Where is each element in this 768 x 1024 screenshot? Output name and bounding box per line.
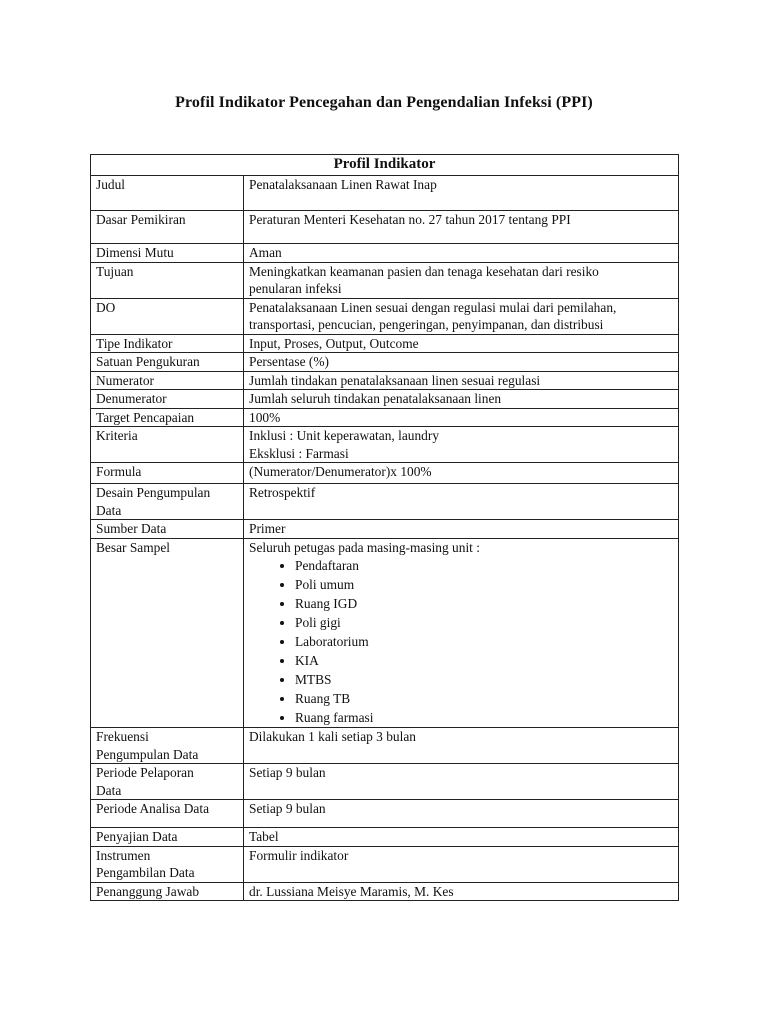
row-formula [91,463,679,484]
value-line: Persentase (%) [249,354,329,369]
field-label [91,390,244,409]
value-line: Dilakukan 1 kali setiap 3 bulan [249,729,416,744]
label-line: Formula [96,464,142,479]
row-instrumen-pengambilan-data [91,846,679,882]
row-numerator [91,371,679,390]
field-value [244,298,679,334]
value-line: dr. Lussiana Meisye Maramis, M. Kes [249,883,454,899]
field-value [244,262,679,298]
field-value [244,846,679,882]
value-line: Inklusi : Unit keperawatan, laundry [249,428,440,443]
label-line: Pengumpulan Data [96,746,199,762]
row-dimensi-mutu [91,244,679,263]
list-item: • Ruang TB [295,689,673,708]
list-item: • MTBS [295,670,673,689]
field-label [91,298,244,334]
field-label [91,484,244,520]
field-value [244,390,679,409]
value-line: Penatalaksanaan Linen sesuai dengan regulasi mulai dari pemilahan, [249,299,617,315]
value-line: Formulir indikator [249,847,349,863]
field-value [244,484,679,520]
row-penanggung-jawab [91,882,679,901]
field-label [91,882,244,901]
table-heading: Profil Indikator [91,155,679,176]
field-label [91,371,244,390]
field-label [91,520,244,539]
field-value [244,408,679,427]
list-item: • Ruang farmasi [295,708,673,727]
value-line: (Numerator/Denumerator)x 100% [249,464,432,479]
value-line: Peraturan Menteri Kesehatan no. 27 tahun 2017 tentang PPI [249,212,571,227]
value-line: Setiap 9 bulan [249,765,326,780]
value-line: Aman [249,245,282,260]
value-line: Seluruh petugas pada masing-masing unit : [249,539,480,555]
value-line: Tabel [249,829,279,844]
field-label [91,211,244,244]
label-line: Data [96,502,122,518]
row-judul [91,176,679,211]
unit-list [249,556,673,727]
label-line: Denumerator [96,391,167,406]
row-desain-pengumpulan-data [91,484,679,520]
list-item: • KIA [295,651,673,670]
page-title: Profil Indikator Pencegahan dan Pengendalian Infeksi (PPI) [175,94,593,111]
value-line: Jumlah seluruh tindakan penatalaksanaan linen [249,391,502,406]
label-line: Desain Pengumpulan [96,485,211,500]
value-line: Retrospektif [249,485,316,500]
field-label [91,463,244,484]
value-line: Eksklusi : Farmasi [249,445,349,461]
list-item: • Laboratorium [295,632,673,651]
row-target-pencapaian [91,408,679,427]
field-value [244,520,679,539]
label-line: Tipe Indikator [96,335,173,351]
field-label [91,764,244,800]
label-line: Numerator [96,372,155,388]
value-line: Primer [249,521,286,536]
value-line: Meningkatkan keamanan pasien dan tenaga kesehatan dari resiko [249,263,599,279]
field-label [91,176,244,211]
row-tujuan [91,262,679,298]
value-line: 100% [249,409,281,425]
field-label [91,353,244,372]
label-line: Judul [96,177,126,192]
label-line: DO [96,299,116,315]
field-label [91,846,244,882]
row-tipe-indikator [91,334,679,353]
label-line: Periode Pelaporan [96,765,194,780]
label-line: Tujuan [96,263,134,279]
row-frekuensi-pengumpulan-data [91,728,679,764]
list-item: • Pendaftaran [295,556,673,575]
field-value [244,882,679,901]
label-line: Data [96,782,122,798]
label-line: Kriteria [96,428,138,443]
field-value [244,176,679,211]
row-do [91,298,679,334]
label-line: Dimensi Mutu [96,245,174,260]
field-label [91,244,244,263]
field-value [244,427,679,463]
field-label [91,262,244,298]
row-kriteria [91,427,679,463]
field-label [91,800,244,828]
field-label [91,538,244,728]
row-besar-sampel [91,538,679,728]
field-value [244,244,679,263]
row-dasar-pemikiran [91,211,679,244]
field-value [244,353,679,372]
row-denumerator [91,390,679,409]
list-item: • Ruang IGD [295,594,673,613]
label-line: Sumber Data [96,521,167,536]
row-periode-pelaporan-data [91,764,679,800]
list-item: • Poli umum [295,575,673,594]
value-line: transportasi, pencucian, pengeringan, penyimpanan, dan distribusi [249,317,604,332]
field-value [244,463,679,484]
label-line: Satuan Pengukuran [96,354,200,369]
row-sumber-data [91,520,679,539]
field-label [91,828,244,847]
label-line: Penanggung Jawab [96,883,200,899]
field-value [244,764,679,800]
value-line: penularan infeksi [249,281,342,296]
label-line: Pengambilan Data [96,865,195,880]
label-line: Frekuensi [96,729,149,744]
indicator-profile-table [90,154,679,901]
label-line: Target Pencapaian [96,409,195,425]
field-label [91,408,244,427]
row-penyajian-data [91,828,679,847]
value-line: Input, Proses, Output, Outcome [249,335,419,351]
row-periode-analisa-data [91,800,679,828]
label-line: Penyajian Data [96,829,178,844]
label-line: Besar Sampel [96,539,171,555]
field-label [91,427,244,463]
field-value [244,800,679,828]
field-label [91,334,244,353]
list-item: • Poli gigi [295,613,673,632]
value-line: Jumlah tindakan penatalaksanaan linen sesuai regulasi [249,372,541,388]
table-heading-row [91,155,679,176]
field-value [244,538,679,728]
label-line: Periode Analisa Data [96,801,210,816]
field-value [244,211,679,244]
row-satuan-pengukuran [91,353,679,372]
field-value [244,334,679,353]
value-line: Setiap 9 bulan [249,801,326,816]
field-value [244,828,679,847]
field-value [244,728,679,764]
label-line: Dasar Pemikiran [96,212,186,227]
label-line: Instrumen [96,847,151,863]
field-label [91,728,244,764]
field-value [244,371,679,390]
value-line: Penatalaksanaan Linen Rawat Inap [249,177,437,192]
